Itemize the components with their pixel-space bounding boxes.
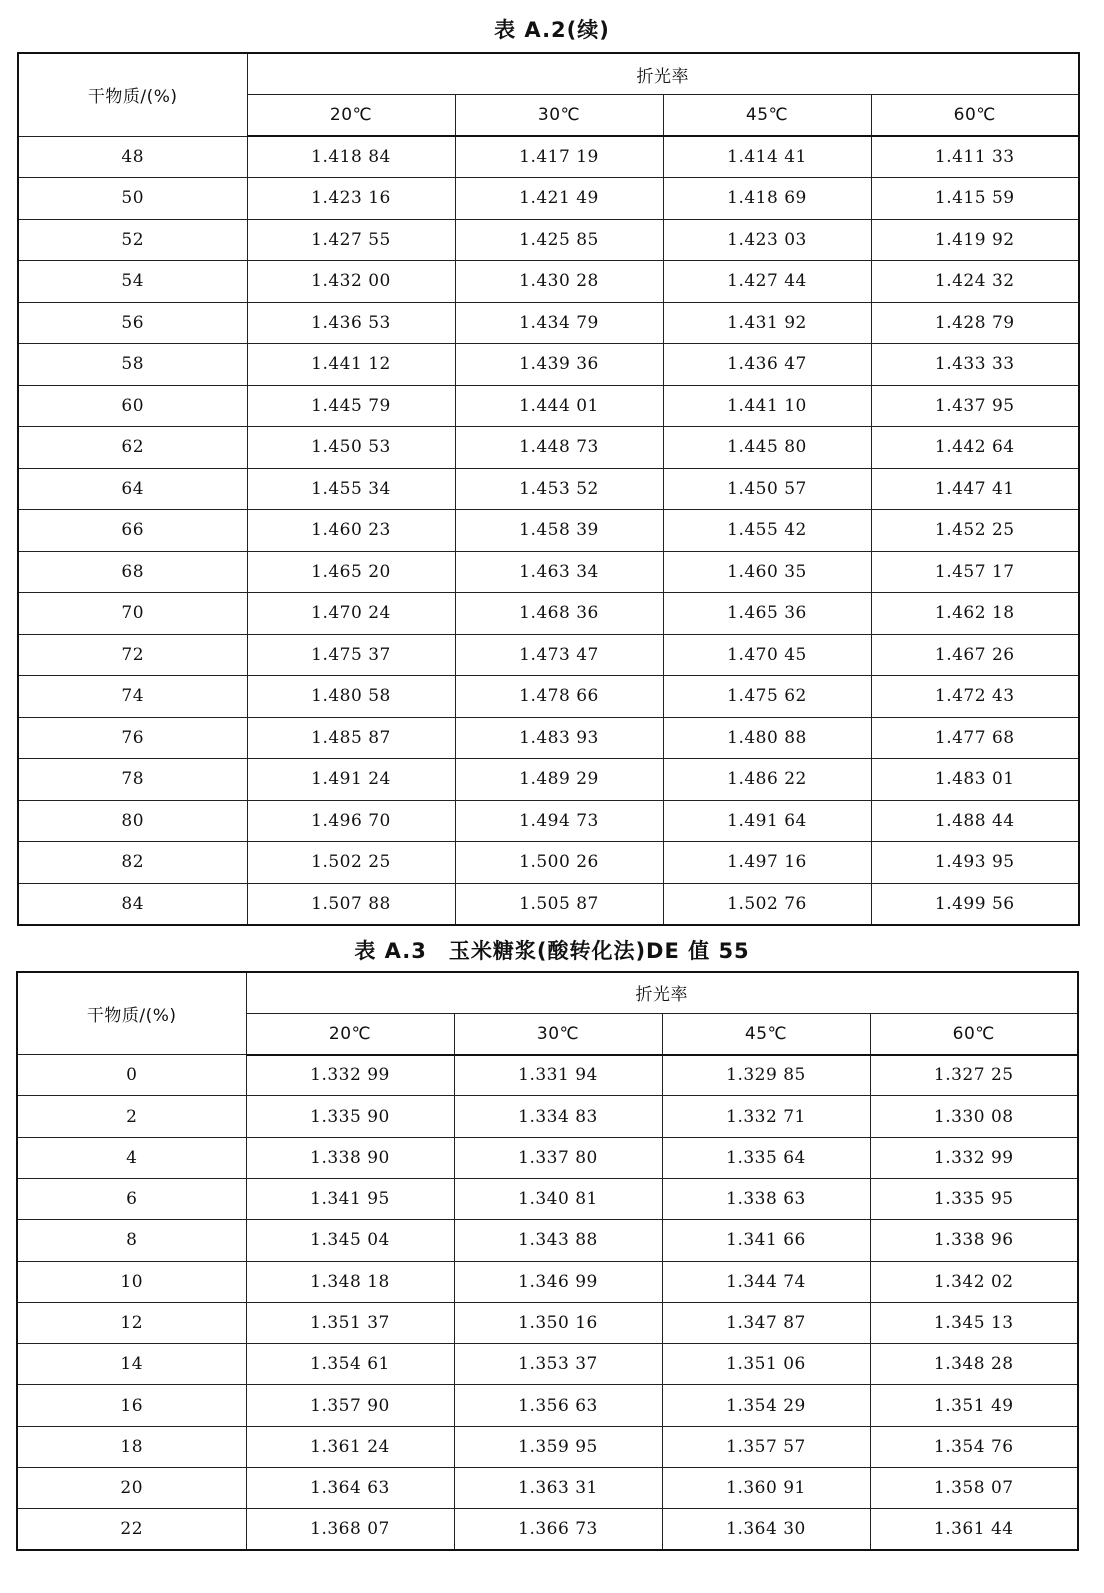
dry-matter-cell: 66 bbox=[18, 510, 247, 552]
ri-30c-cell: 1.453 52 bbox=[455, 468, 663, 510]
ri-45c-cell: 1.480 88 bbox=[663, 717, 871, 759]
ri-60c-cell: 1.358 07 bbox=[870, 1468, 1078, 1509]
table-row bbox=[18, 427, 1079, 469]
table-row bbox=[18, 510, 1079, 552]
dry-matter-cell: 6 bbox=[17, 1178, 246, 1219]
ri-30c-cell: 1.356 63 bbox=[454, 1385, 662, 1426]
table-row bbox=[17, 1261, 1078, 1302]
ri-30c-cell: 1.505 87 bbox=[455, 883, 663, 925]
table-row bbox=[17, 1426, 1078, 1467]
table-a3 bbox=[16, 971, 1079, 1551]
table-row bbox=[18, 219, 1079, 261]
row-label-header: 干物质/(%) bbox=[18, 53, 247, 136]
ri-45c-cell: 1.491 64 bbox=[663, 800, 871, 842]
dry-matter-cell: 72 bbox=[18, 634, 247, 676]
ri-20c-cell: 1.368 07 bbox=[246, 1509, 454, 1550]
table-row bbox=[18, 178, 1079, 220]
ri-20c-cell: 1.441 12 bbox=[247, 344, 455, 386]
ri-30c-cell: 1.483 93 bbox=[455, 717, 663, 759]
temp-header-30: 30℃ bbox=[454, 1013, 662, 1054]
table-row bbox=[17, 1178, 1078, 1219]
ri-30c-cell: 1.331 94 bbox=[454, 1055, 662, 1096]
ri-45c-cell: 1.329 85 bbox=[662, 1055, 870, 1096]
temp-header-45: 45℃ bbox=[663, 95, 871, 137]
ri-45c-cell: 1.486 22 bbox=[663, 759, 871, 801]
ri-20c-cell: 1.502 25 bbox=[247, 842, 455, 884]
ri-60c-cell: 1.493 95 bbox=[871, 842, 1079, 884]
table-row bbox=[18, 468, 1079, 510]
dry-matter-cell: 60 bbox=[18, 385, 247, 427]
ri-60c-cell: 1.351 49 bbox=[870, 1385, 1078, 1426]
ri-20c-cell: 1.455 34 bbox=[247, 468, 455, 510]
ri-20c-cell: 1.423 16 bbox=[247, 178, 455, 220]
dry-matter-cell: 50 bbox=[18, 178, 247, 220]
temp-header-30: 30℃ bbox=[455, 95, 663, 137]
ri-20c-cell: 1.361 24 bbox=[246, 1426, 454, 1467]
ri-60c-cell: 1.338 96 bbox=[870, 1220, 1078, 1261]
temp-header-20: 20℃ bbox=[246, 1013, 454, 1054]
ri-30c-cell: 1.425 85 bbox=[455, 219, 663, 261]
temp-header-60: 60℃ bbox=[870, 1013, 1078, 1054]
ri-60c-cell: 1.437 95 bbox=[871, 385, 1079, 427]
ri-30c-cell: 1.340 81 bbox=[454, 1178, 662, 1219]
table-row bbox=[18, 634, 1079, 676]
ri-45c-cell: 1.357 57 bbox=[662, 1426, 870, 1467]
dry-matter-cell: 48 bbox=[18, 136, 247, 178]
table-row bbox=[18, 800, 1079, 842]
ri-30c-cell: 1.346 99 bbox=[454, 1261, 662, 1302]
dry-matter-cell: 56 bbox=[18, 302, 247, 344]
table-row bbox=[18, 385, 1079, 427]
table-row bbox=[17, 1302, 1078, 1343]
ri-30c-cell: 1.500 26 bbox=[455, 842, 663, 884]
ri-30c-cell: 1.417 19 bbox=[455, 136, 663, 178]
table-row bbox=[18, 759, 1079, 801]
ri-45c-cell: 1.465 36 bbox=[663, 593, 871, 635]
ri-45c-cell: 1.423 03 bbox=[663, 219, 871, 261]
ri-60c-cell: 1.428 79 bbox=[871, 302, 1079, 344]
ri-45c-cell: 1.436 47 bbox=[663, 344, 871, 386]
ri-20c-cell: 1.445 79 bbox=[247, 385, 455, 427]
dry-matter-cell: 18 bbox=[17, 1426, 246, 1467]
temp-header-45: 45℃ bbox=[662, 1013, 870, 1054]
ri-45c-cell: 1.347 87 bbox=[662, 1302, 870, 1343]
ri-30c-cell: 1.439 36 bbox=[455, 344, 663, 386]
dry-matter-cell: 14 bbox=[17, 1344, 246, 1385]
dry-matter-cell: 80 bbox=[18, 800, 247, 842]
ri-20c-cell: 1.341 95 bbox=[246, 1178, 454, 1219]
table-a2 bbox=[17, 52, 1080, 926]
dry-matter-cell: 12 bbox=[17, 1302, 246, 1343]
ri-30c-cell: 1.343 88 bbox=[454, 1220, 662, 1261]
ri-60c-cell: 1.327 25 bbox=[870, 1055, 1078, 1096]
table-row bbox=[17, 1137, 1078, 1178]
ri-20c-cell: 1.345 04 bbox=[246, 1220, 454, 1261]
refractive-index-header: 折光率 bbox=[247, 53, 1079, 95]
ri-30c-cell: 1.366 73 bbox=[454, 1509, 662, 1550]
ri-60c-cell: 1.332 99 bbox=[870, 1137, 1078, 1178]
ri-60c-cell: 1.433 33 bbox=[871, 344, 1079, 386]
table-row bbox=[17, 1344, 1078, 1385]
ri-20c-cell: 1.432 00 bbox=[247, 261, 455, 303]
ri-60c-cell: 1.415 59 bbox=[871, 178, 1079, 220]
dry-matter-cell: 62 bbox=[18, 427, 247, 469]
dry-matter-cell: 64 bbox=[18, 468, 247, 510]
dry-matter-cell: 22 bbox=[17, 1509, 246, 1550]
ri-30c-cell: 1.478 66 bbox=[455, 676, 663, 718]
ri-30c-cell: 1.430 28 bbox=[455, 261, 663, 303]
ri-30c-cell: 1.444 01 bbox=[455, 385, 663, 427]
table-row bbox=[18, 676, 1079, 718]
ri-45c-cell: 1.418 69 bbox=[663, 178, 871, 220]
ri-20c-cell: 1.332 99 bbox=[246, 1055, 454, 1096]
ri-60c-cell: 1.457 17 bbox=[871, 551, 1079, 593]
ri-60c-cell: 1.411 33 bbox=[871, 136, 1079, 178]
dry-matter-cell: 10 bbox=[17, 1261, 246, 1302]
ri-30c-cell: 1.334 83 bbox=[454, 1096, 662, 1137]
ri-30c-cell: 1.448 73 bbox=[455, 427, 663, 469]
ri-45c-cell: 1.414 41 bbox=[663, 136, 871, 178]
ri-60c-cell: 1.483 01 bbox=[871, 759, 1079, 801]
ri-45c-cell: 1.497 16 bbox=[663, 842, 871, 884]
table-row bbox=[18, 551, 1079, 593]
ri-20c-cell: 1.480 58 bbox=[247, 676, 455, 718]
ri-45c-cell: 1.441 10 bbox=[663, 385, 871, 427]
ri-60c-cell: 1.488 44 bbox=[871, 800, 1079, 842]
ri-30c-cell: 1.458 39 bbox=[455, 510, 663, 552]
ri-60c-cell: 1.354 76 bbox=[870, 1426, 1078, 1467]
ri-30c-cell: 1.473 47 bbox=[455, 634, 663, 676]
ri-45c-cell: 1.351 06 bbox=[662, 1344, 870, 1385]
ri-45c-cell: 1.431 92 bbox=[663, 302, 871, 344]
table-row bbox=[17, 1096, 1078, 1137]
ri-20c-cell: 1.364 63 bbox=[246, 1468, 454, 1509]
ri-20c-cell: 1.460 23 bbox=[247, 510, 455, 552]
table-row bbox=[17, 1055, 1078, 1096]
ri-45c-cell: 1.502 76 bbox=[663, 883, 871, 925]
ri-20c-cell: 1.465 20 bbox=[247, 551, 455, 593]
dry-matter-cell: 76 bbox=[18, 717, 247, 759]
ri-60c-cell: 1.442 64 bbox=[871, 427, 1079, 469]
table-row bbox=[18, 593, 1079, 635]
ri-60c-cell: 1.472 43 bbox=[871, 676, 1079, 718]
table-row bbox=[18, 302, 1079, 344]
ri-60c-cell: 1.447 41 bbox=[871, 468, 1079, 510]
table-a2-body bbox=[18, 136, 1079, 925]
table-a3-caption: 表 A.3 玉米糖浆(酸转化法)DE 值 55 bbox=[354, 939, 750, 963]
ri-20c-cell: 1.335 90 bbox=[246, 1096, 454, 1137]
row-label-header: 干物质/(%) bbox=[17, 972, 246, 1055]
ri-45c-cell: 1.475 62 bbox=[663, 676, 871, 718]
dry-matter-cell: 52 bbox=[18, 219, 247, 261]
table-row bbox=[18, 136, 1079, 178]
table-row bbox=[18, 344, 1079, 386]
ri-45c-cell: 1.450 57 bbox=[663, 468, 871, 510]
ri-20c-cell: 1.491 24 bbox=[247, 759, 455, 801]
ri-45c-cell: 1.338 63 bbox=[662, 1178, 870, 1219]
dry-matter-cell: 68 bbox=[18, 551, 247, 593]
ri-45c-cell: 1.341 66 bbox=[662, 1220, 870, 1261]
ri-60c-cell: 1.342 02 bbox=[870, 1261, 1078, 1302]
table-row bbox=[18, 883, 1079, 925]
ri-30c-cell: 1.494 73 bbox=[455, 800, 663, 842]
ri-20c-cell: 1.351 37 bbox=[246, 1302, 454, 1343]
table-a2-caption: 表 A.2(续) bbox=[494, 18, 610, 42]
dry-matter-cell: 4 bbox=[17, 1137, 246, 1178]
dry-matter-cell: 78 bbox=[18, 759, 247, 801]
ri-20c-cell: 1.427 55 bbox=[247, 219, 455, 261]
ri-30c-cell: 1.363 31 bbox=[454, 1468, 662, 1509]
ri-60c-cell: 1.462 18 bbox=[871, 593, 1079, 635]
dry-matter-cell: 82 bbox=[18, 842, 247, 884]
ri-20c-cell: 1.418 84 bbox=[247, 136, 455, 178]
ri-30c-cell: 1.489 29 bbox=[455, 759, 663, 801]
ri-60c-cell: 1.419 92 bbox=[871, 219, 1079, 261]
ri-45c-cell: 1.470 45 bbox=[663, 634, 871, 676]
ri-30c-cell: 1.353 37 bbox=[454, 1344, 662, 1385]
table-a3-body bbox=[17, 1055, 1078, 1551]
ri-60c-cell: 1.361 44 bbox=[870, 1509, 1078, 1550]
dry-matter-cell: 84 bbox=[18, 883, 247, 925]
table-row bbox=[18, 717, 1079, 759]
ri-20c-cell: 1.436 53 bbox=[247, 302, 455, 344]
ri-45c-cell: 1.364 30 bbox=[662, 1509, 870, 1550]
table-row bbox=[17, 1220, 1078, 1261]
table-row bbox=[17, 1509, 1078, 1550]
ri-45c-cell: 1.460 35 bbox=[663, 551, 871, 593]
ri-30c-cell: 1.434 79 bbox=[455, 302, 663, 344]
ri-30c-cell: 1.350 16 bbox=[454, 1302, 662, 1343]
ri-20c-cell: 1.354 61 bbox=[246, 1344, 454, 1385]
dry-matter-cell: 0 bbox=[17, 1055, 246, 1096]
temp-header-60: 60℃ bbox=[871, 95, 1079, 137]
ri-60c-cell: 1.348 28 bbox=[870, 1344, 1078, 1385]
dry-matter-cell: 16 bbox=[17, 1385, 246, 1426]
ri-20c-cell: 1.496 70 bbox=[247, 800, 455, 842]
dry-matter-cell: 8 bbox=[17, 1220, 246, 1261]
ri-30c-cell: 1.463 34 bbox=[455, 551, 663, 593]
dry-matter-cell: 58 bbox=[18, 344, 247, 386]
ri-20c-cell: 1.450 53 bbox=[247, 427, 455, 469]
dry-matter-cell: 74 bbox=[18, 676, 247, 718]
ri-20c-cell: 1.348 18 bbox=[246, 1261, 454, 1302]
ri-30c-cell: 1.468 36 bbox=[455, 593, 663, 635]
ri-20c-cell: 1.507 88 bbox=[247, 883, 455, 925]
refractive-index-header: 折光率 bbox=[246, 972, 1078, 1013]
ri-20c-cell: 1.475 37 bbox=[247, 634, 455, 676]
ri-20c-cell: 1.338 90 bbox=[246, 1137, 454, 1178]
dry-matter-cell: 20 bbox=[17, 1468, 246, 1509]
ri-45c-cell: 1.427 44 bbox=[663, 261, 871, 303]
ri-60c-cell: 1.335 95 bbox=[870, 1178, 1078, 1219]
ri-20c-cell: 1.357 90 bbox=[246, 1385, 454, 1426]
ri-45c-cell: 1.335 64 bbox=[662, 1137, 870, 1178]
temp-header-20: 20℃ bbox=[247, 95, 455, 137]
ri-60c-cell: 1.452 25 bbox=[871, 510, 1079, 552]
table-row bbox=[17, 1468, 1078, 1509]
ri-60c-cell: 1.345 13 bbox=[870, 1302, 1078, 1343]
ri-20c-cell: 1.470 24 bbox=[247, 593, 455, 635]
ri-30c-cell: 1.421 49 bbox=[455, 178, 663, 220]
ri-45c-cell: 1.360 91 bbox=[662, 1468, 870, 1509]
ri-30c-cell: 1.337 80 bbox=[454, 1137, 662, 1178]
dry-matter-cell: 54 bbox=[18, 261, 247, 303]
ri-60c-cell: 1.330 08 bbox=[870, 1096, 1078, 1137]
ri-30c-cell: 1.359 95 bbox=[454, 1426, 662, 1467]
ri-60c-cell: 1.499 56 bbox=[871, 883, 1079, 925]
ri-45c-cell: 1.354 29 bbox=[662, 1385, 870, 1426]
table-row bbox=[17, 1385, 1078, 1426]
ri-60c-cell: 1.424 32 bbox=[871, 261, 1079, 303]
dry-matter-cell: 70 bbox=[18, 593, 247, 635]
table-row bbox=[18, 261, 1079, 303]
ri-20c-cell: 1.485 87 bbox=[247, 717, 455, 759]
ri-60c-cell: 1.477 68 bbox=[871, 717, 1079, 759]
ri-45c-cell: 1.344 74 bbox=[662, 1261, 870, 1302]
ri-45c-cell: 1.332 71 bbox=[662, 1096, 870, 1137]
ri-60c-cell: 1.467 26 bbox=[871, 634, 1079, 676]
ri-45c-cell: 1.455 42 bbox=[663, 510, 871, 552]
table-row bbox=[18, 842, 1079, 884]
dry-matter-cell: 2 bbox=[17, 1096, 246, 1137]
ri-45c-cell: 1.445 80 bbox=[663, 427, 871, 469]
